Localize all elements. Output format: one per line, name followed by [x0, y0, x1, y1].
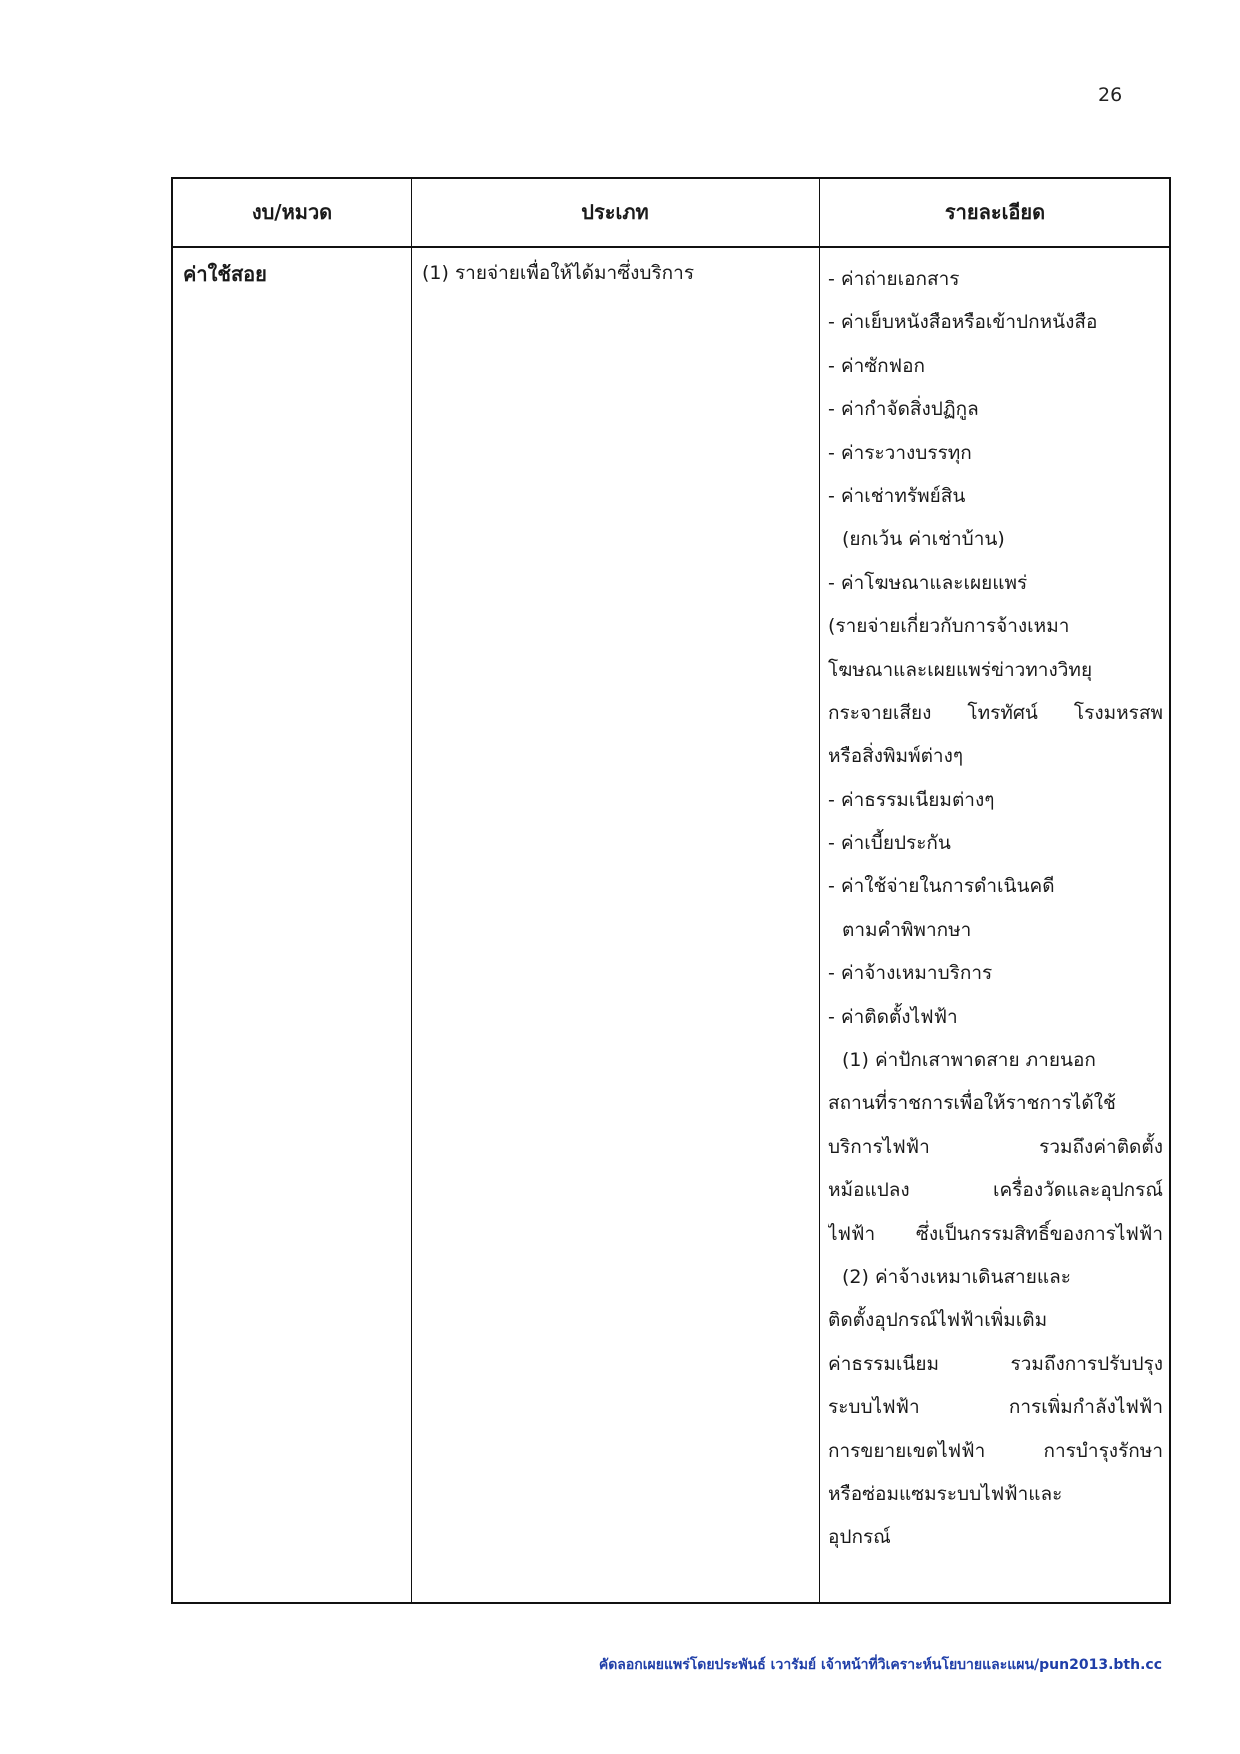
type-cell: (1) รายจ่ายเพื่อให้ได้มาซึ่งบริการ: [422, 262, 695, 284]
detail-line: - ค่าโฆษณาและเผยแพร่: [828, 571, 1028, 594]
detail-line: กระจายเสียง โทรทัศน์ โรงมหรสพ: [828, 701, 1163, 724]
detail-line: - ค่าติดตั้งไฟฟ้า: [828, 1005, 958, 1028]
detail-line: - ค่าซักฟอก: [828, 354, 926, 377]
detail-line: (รายจ่ายเกี่ยวกับการจ้างเหมา: [828, 615, 1070, 638]
detail-line: - ค่าจ้างเหมาบริการ: [828, 962, 993, 985]
detail-line: ไฟฟ้า ซึ่งเป็นกรรมสิทธิ์ของการไฟฟ้า: [828, 1222, 1163, 1245]
column-divider-1: [411, 179, 412, 1602]
detail-line: หรือซ่อมแซมระบบไฟฟ้าและ: [828, 1482, 1063, 1505]
detail-line: - ค่าเย็บหนังสือหรือเข้าปกหนังสือ: [828, 311, 1098, 334]
detail-line: - ค่าถ่ายเอกสาร: [828, 268, 960, 290]
detail-line: บริการไฟฟ้า รวมถึงค่าติดตั้ง: [828, 1135, 1163, 1158]
detail-line: ตามคำพิพากษา: [842, 918, 972, 941]
detail-line: - ค่าระวางบรรทุก: [828, 441, 972, 464]
detail-line: ระบบไฟฟ้า การเพิ่มกำลังไฟฟ้า: [828, 1396, 1163, 1419]
header-details: รายละเอียด: [944, 200, 1046, 224]
detail-line: (2) ค่าจ้างเหมาเดินสายและ: [842, 1265, 1071, 1288]
detail-line: (ยกเว้น ค่าเช่าบ้าน): [842, 528, 1005, 551]
header-type: ประเภท: [581, 200, 649, 224]
detail-line: หรือสิ่งพิมพ์ต่างๆ: [828, 745, 964, 768]
detail-line: ค่าธรรมเนียม รวมถึงการปรับปรุง: [828, 1352, 1163, 1375]
detail-line: - ค่าเบี้ยประกัน: [828, 832, 951, 855]
detail-line: โฆษณาและเผยแพร่ข่าวทางวิทยุ: [828, 658, 1093, 681]
footer-attribution: คัดลอกเผยแพร่โดยประพันธ์ เวารัมย์ เจ้าหน้าที่วิเคราะห์นโยบายและแผน/pun2013.bth.cc: [598, 1657, 1162, 1673]
detail-line: การขยายเขตไฟฟ้า การบำรุงรักษา: [828, 1439, 1163, 1462]
detail-line: ติดตั้งอุปกรณ์ไฟฟ้าเพิ่มเติม: [828, 1309, 1048, 1332]
header-category: งบ/หมวด: [251, 200, 333, 224]
detail-line: สถานที่ราชการเพื่อให้ราชการได้ใช้: [828, 1092, 1116, 1115]
detail-line: - ค่าเช่าทรัพย์สิน: [828, 484, 966, 507]
detail-line: - ค่าธรรมเนียมต่างๆ: [828, 788, 995, 811]
details-cell: [819, 246, 1171, 1560]
budget-table: [171, 177, 1171, 1604]
page-number: 26: [1098, 84, 1123, 106]
detail-line: หม้อแปลง เครื่องวัดและอุปกรณ์: [828, 1179, 1163, 1202]
category-cell: ค่าใช้สอย: [183, 262, 267, 286]
detail-line: - ค่าใช้จ่ายในการดำเนินคดี: [828, 875, 1055, 898]
detail-line: - ค่ากำจัดสิ่งปฏิกูล: [828, 398, 979, 421]
detail-line: อุปกรณ์: [828, 1526, 891, 1549]
detail-line: (1) ค่าปักเสาพาดสาย ภายนอก: [842, 1049, 1096, 1072]
